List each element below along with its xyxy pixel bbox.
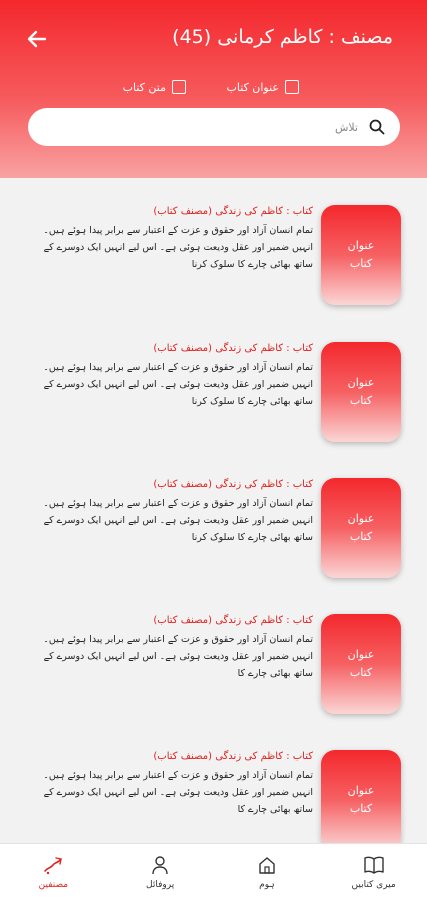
filter-book-title[interactable] [227, 80, 299, 94]
search-input[interactable] [42, 121, 368, 134]
search-filters [0, 80, 427, 100]
book-icon [363, 854, 385, 876]
cover-line: کتاب [349, 530, 373, 543]
cover-line: عنوان [347, 512, 375, 525]
checkbox-icon[interactable] [172, 80, 186, 94]
book-card[interactable] [28, 614, 403, 714]
nav-label: مصنفین [38, 880, 69, 890]
book-cover[interactable] [321, 614, 401, 714]
nav-label: ہوم [259, 880, 275, 890]
app-header [0, 0, 427, 178]
book-title[interactable]: کتاب : کاظم کی زندگی (مصنف کتاب) [153, 751, 313, 762]
book-info [43, 342, 313, 410]
cover-line: عنوان [347, 239, 375, 252]
book-title[interactable]: کتاب : کاظم کی زندگی (مصنف کتاب) [153, 343, 313, 354]
book-cover[interactable] [321, 205, 401, 305]
authors-icon [42, 854, 64, 876]
cover-line: کتاب [349, 802, 373, 815]
cover-line: عنوان [347, 648, 375, 661]
book-card[interactable] [28, 750, 403, 843]
filter-label: متن کتاب [122, 80, 166, 94]
bottom-navigation [0, 843, 427, 900]
book-list [0, 178, 427, 843]
cover-line: کتاب [349, 257, 373, 270]
book-title[interactable]: کتاب : کاظم کی زندگی (مصنف کتاب) [153, 615, 313, 626]
book-info [43, 750, 313, 818]
book-cover[interactable] [321, 342, 401, 442]
book-info [43, 478, 313, 546]
book-cover[interactable] [321, 478, 401, 578]
book-card[interactable] [28, 205, 403, 305]
checkbox-icon[interactable] [285, 80, 299, 94]
cover-line: کتاب [349, 666, 373, 679]
user-icon [149, 854, 171, 876]
book-description: تمام انسان آزاد اور حقوق و عزت کے اعتبار سے برابر پیدا ہوئے ہیں۔ انہیں ضمیر اور عقل ودیعت ہوئی ہے۔ اس لیے انہیں ایک دوسرے کے ساتھ بھائی چارے کا سلوک کرنا [43, 225, 313, 270]
home-icon [256, 854, 278, 876]
book-description: تمام انسان آزاد اور حقوق و عزت کے اعتبار سے برابر پیدا ہوئے ہیں۔ انہیں ضمیر اور عقل ودیعت ہوئی ہے۔ اس لیے انہیں ایک دوسرے کے ساتھ بھائی چارے کا [43, 634, 313, 679]
nav-home[interactable] [214, 844, 321, 900]
filter-book-text[interactable] [123, 80, 186, 94]
cover-line: کتاب [349, 394, 373, 407]
nav-my-books[interactable] [320, 844, 427, 900]
book-cover[interactable] [321, 750, 401, 843]
filter-label: عنوان کتاب [226, 80, 279, 94]
back-button[interactable] [22, 24, 52, 54]
book-description: تمام انسان آزاد اور حقوق و عزت کے اعتبار سے برابر پیدا ہوئے ہیں۔ انہیں ضمیر اور عقل ودیعت ہوئی ہے۔ اس لیے انہیں ایک دوسرے کے ساتھ بھائی چارے کا سلوک کرنا [43, 362, 313, 407]
cover-line: عنوان [347, 784, 375, 797]
search-bar [28, 108, 400, 146]
cover-line: عنوان [347, 376, 375, 389]
book-description: تمام انسان آزاد اور حقوق و عزت کے اعتبار سے برابر پیدا ہوئے ہیں۔ انہیں ضمیر اور عقل ودیعت ہوئی ہے۔ اس لیے انہیں ایک دوسرے کے ساتھ بھائی چارے کا سلوک کرنا [43, 498, 313, 543]
book-card[interactable] [28, 478, 403, 578]
arrow-left-icon [25, 27, 49, 51]
nav-label: پروفائل [146, 880, 175, 890]
page-title: مصنف : کاظم کرمانی (45) [172, 26, 393, 48]
book-card[interactable] [28, 342, 403, 442]
book-title[interactable]: کتاب : کاظم کی زندگی (مصنف کتاب) [153, 206, 313, 217]
book-info [43, 614, 313, 682]
book-info [43, 205, 313, 273]
nav-authors[interactable] [0, 844, 107, 900]
nav-label: میری کتابیں [351, 880, 396, 890]
book-description: تمام انسان آزاد اور حقوق و عزت کے اعتبار سے برابر پیدا ہوئے ہیں۔ انہیں ضمیر اور عقل ودیعت ہوئی ہے۔ اس لیے انہیں ایک دوسرے کے ساتھ بھائی چارے کا [43, 770, 313, 815]
search-icon[interactable] [368, 118, 386, 136]
nav-profile[interactable] [107, 844, 214, 900]
book-title[interactable]: کتاب : کاظم کی زندگی (مصنف کتاب) [153, 479, 313, 490]
